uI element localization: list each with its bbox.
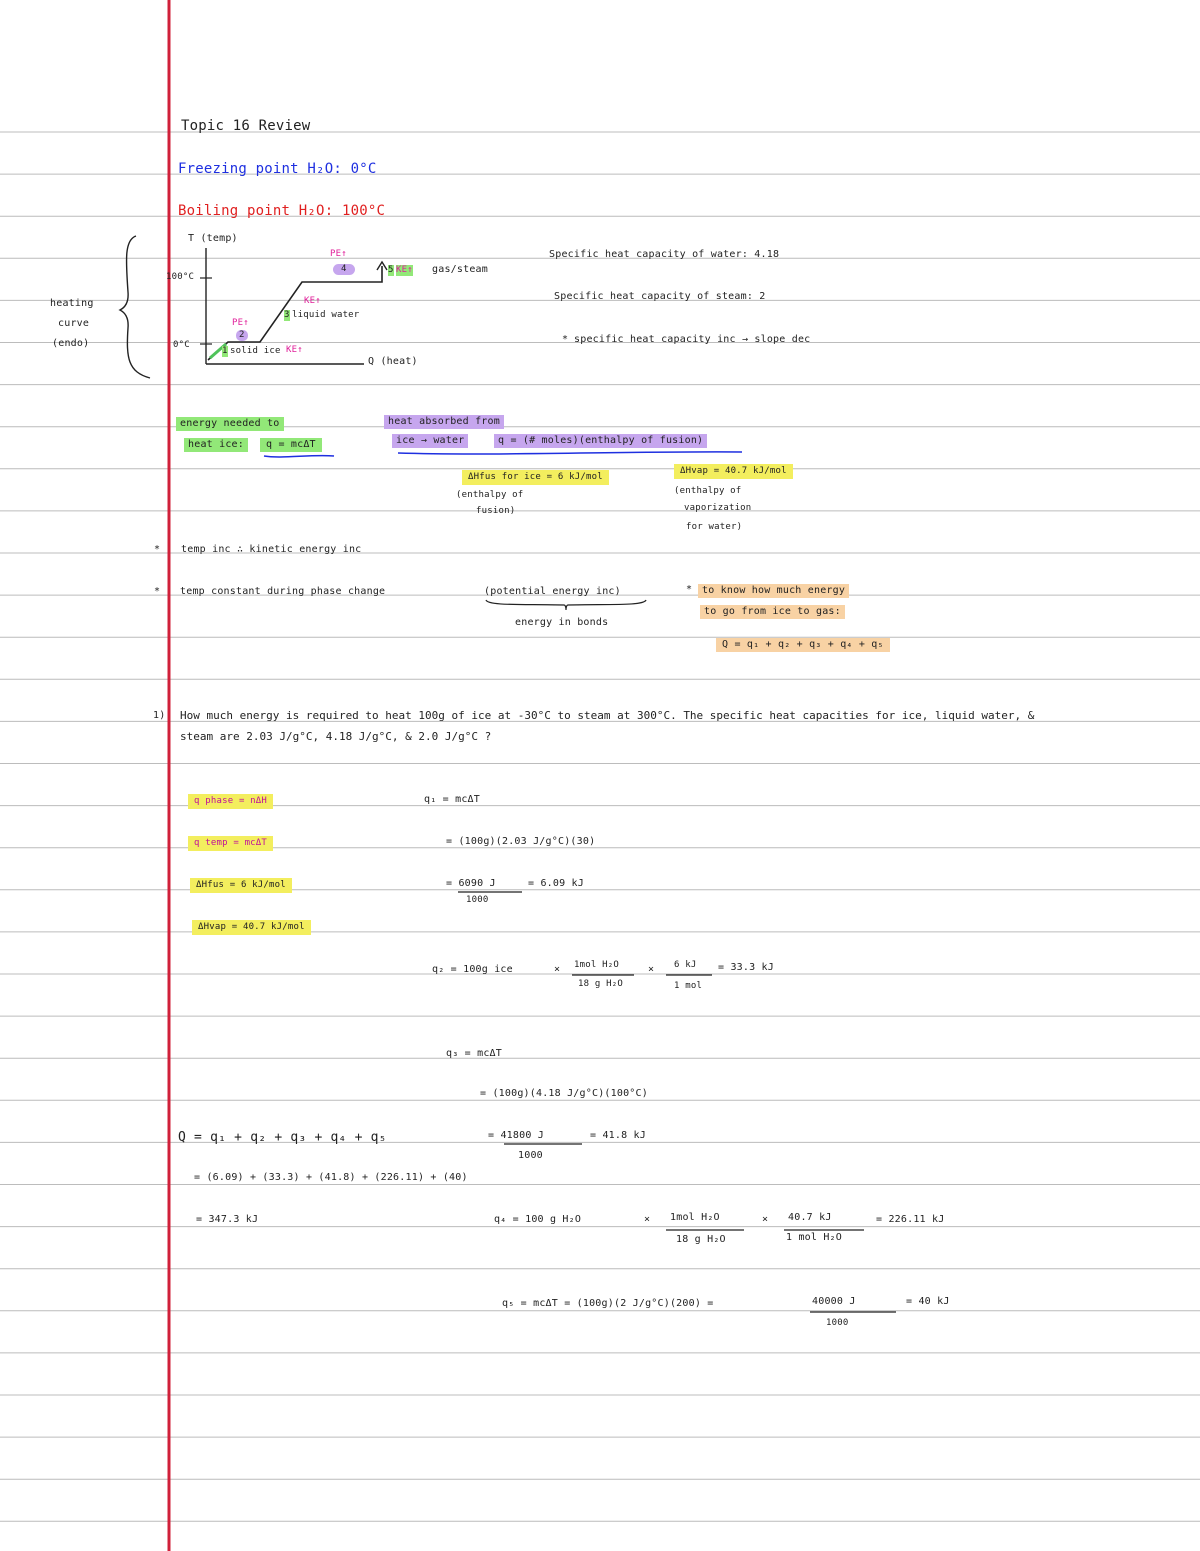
- bullet-star-1: *: [154, 544, 161, 555]
- q1-line3-num: = 6090 J: [446, 878, 496, 889]
- heat-absorbed-formula: q = (# moles)(enthalpy of fusion): [494, 434, 707, 448]
- solid-ice-label: solid ice: [230, 346, 281, 356]
- temp-const-note: temp constant during phase change: [180, 586, 386, 597]
- question-line2: steam are 2.03 J/g°C, 4.18 J/g°C, & 2.0 J/g°C ?: [180, 730, 492, 743]
- specific-heat-note: specific heat capacity inc → slope dec: [574, 334, 811, 345]
- q3-line2: = (100g)(4.18 J/g°C)(100°C): [480, 1088, 648, 1099]
- bullet-star-3: *: [686, 584, 693, 595]
- q1-line2: = (100g)(2.03 J/g°C)(30): [446, 836, 596, 847]
- pe-label-2: PE↑: [232, 318, 249, 328]
- given-dh-vap: ΔHvap = 40.7 kJ/mol: [192, 920, 311, 935]
- question-number: 1): [153, 710, 166, 721]
- q3-line3-den: 1000: [518, 1150, 543, 1161]
- q2-result: = 33.3 kJ: [718, 962, 774, 973]
- side-label-heating: heating: [50, 298, 94, 309]
- q5-lhs: q₅ = mcΔT = (100g)(2 J/g°C)(200) =: [502, 1298, 714, 1309]
- bullet-star-2: *: [154, 586, 161, 597]
- q4-f1-bar: [666, 1228, 748, 1232]
- q2-f1-den: 18 g H₂O: [578, 979, 623, 989]
- segment-1-number: 1: [222, 346, 228, 356]
- vap-label-2: vaporization: [684, 503, 752, 513]
- ke-label-3: KE↑: [304, 296, 321, 306]
- graph-100c-label: 100°C: [166, 272, 195, 282]
- segment-4-number: 4: [333, 264, 355, 275]
- specific-heat-steam: Specific heat capacity of steam: 2: [554, 291, 766, 302]
- bonds-note: energy in bonds: [515, 617, 609, 628]
- q5-result: = 40 kJ: [906, 1296, 950, 1307]
- q4-result: = 226.11 kJ: [876, 1214, 945, 1225]
- vap-label-1: (enthalpy of: [674, 486, 742, 496]
- pe-label-4: PE↑: [330, 249, 347, 259]
- side-brace: [118, 232, 158, 382]
- specific-heat-water: Specific heat capacity of water: 4.18: [549, 249, 780, 260]
- vap-label-3: for water): [686, 522, 743, 532]
- energy-formula-underline: [262, 452, 337, 460]
- vap-value: ΔHvap = 40.7 kJ/mol: [674, 464, 793, 479]
- q3-fraction-bar: [504, 1142, 584, 1146]
- q1-line3-den: 1000: [466, 895, 489, 905]
- specific-heat-note-bullet: *: [562, 334, 569, 345]
- given-dh-fus: ΔHfus = 6 kJ/mol: [190, 878, 292, 893]
- q1-fraction-bar: [458, 890, 524, 894]
- q1-line1: q₁ = mcΔT: [424, 794, 480, 805]
- fusion-label-2: fusion): [476, 506, 516, 516]
- side-label-curve: curve: [58, 318, 90, 329]
- ke-label-5: KE↑: [396, 265, 413, 275]
- q2-lhs: q₂ = 100g ice: [432, 964, 513, 975]
- liquid-water-label: liquid water: [292, 310, 360, 320]
- given-q-phase: q phase = nΔH: [188, 794, 273, 809]
- graph-0c-label: 0°C: [173, 340, 190, 350]
- side-label-endo: (endo): [52, 338, 90, 349]
- page-title: Topic 16 Review: [181, 118, 311, 134]
- freezing-point: Freezing point H₂O: 0°C: [178, 161, 377, 177]
- segment-3-number: 3: [284, 310, 290, 320]
- total-line3: = 347.3 kJ: [196, 1214, 259, 1225]
- boiling-point: Boiling point H₂O: 100°C: [178, 203, 386, 219]
- heat-absorbed-underline: [396, 449, 746, 457]
- energy-needed-line2: heat ice:: [184, 438, 248, 452]
- q5-fraction-bar: [810, 1310, 900, 1314]
- q2-times-1: ×: [554, 964, 561, 975]
- q4-f2-num: 40.7 kJ: [788, 1212, 832, 1223]
- q5-den: 1000: [826, 1318, 849, 1328]
- given-q-temp: q temp = mcΔT: [188, 836, 273, 851]
- pe-brace: [484, 598, 649, 612]
- q2-f2-bar: [666, 973, 716, 977]
- temp-inc-note: temp inc ∴ kinetic energy inc: [181, 544, 362, 555]
- q3-line1: q₃ = mcΔT: [446, 1048, 502, 1059]
- question-line1: How much energy is required to heat 100g of ice at -30°C to steam at 300°C. The specific heat capacities for ice, liquid water, &: [180, 709, 1035, 722]
- q4-times-2: ×: [762, 1214, 769, 1225]
- gas-note-line1: to know how much energy: [698, 584, 849, 598]
- q4-f1-num: 1mol H₂O: [670, 1212, 720, 1223]
- pe-inc-note: (potential energy inc): [484, 586, 621, 597]
- segment-2-number: 2: [236, 330, 248, 341]
- total-line1: Q = q₁ + q₂ + q₃ + q₄ + q₅: [178, 1130, 387, 1145]
- q3-line3-result: = 41.8 kJ: [590, 1130, 646, 1141]
- gas-steam-label: gas/steam: [432, 264, 488, 275]
- q2-f2-den: 1 mol: [674, 981, 703, 991]
- total-line2: = (6.09) + (33.3) + (41.8) + (226.11) + (40): [194, 1172, 468, 1183]
- gas-formula: Q = q₁ + q₂ + q₃ + q₄ + q₅: [716, 638, 890, 652]
- energy-needed-line1: energy needed to: [176, 417, 284, 431]
- heat-absorbed-line2: ice → water: [392, 434, 468, 448]
- graph-y-axis-label: T (temp): [188, 233, 238, 244]
- heat-absorbed-line1: heat absorbed from: [384, 415, 504, 429]
- q2-f2-num: 6 kJ: [674, 960, 697, 970]
- fusion-value: ΔHfus for ice = 6 kJ/mol: [462, 470, 609, 485]
- graph-x-axis-label: Q (heat): [368, 356, 418, 367]
- q1-line3-result: = 6.09 kJ: [528, 878, 584, 889]
- q4-f1-den: 18 g H₂O: [676, 1234, 726, 1245]
- energy-needed-formula: q = mcΔT: [260, 438, 322, 452]
- q2-f1-bar: [572, 973, 638, 977]
- q2-times-2: ×: [648, 964, 655, 975]
- q4-times-1: ×: [644, 1214, 651, 1225]
- q4-f2-den: 1 mol H₂O: [786, 1232, 842, 1243]
- q5-num: 40000 J: [812, 1296, 856, 1307]
- fusion-label-1: (enthalpy of: [456, 490, 524, 500]
- ke-label-1: KE↑: [286, 345, 303, 355]
- q4-lhs: q₄ = 100 g H₂O: [494, 1214, 582, 1225]
- q2-f1-num: 1mol H₂O: [574, 960, 619, 970]
- gas-note-line2: to go from ice to gas:: [700, 605, 845, 619]
- q3-line3-num: = 41800 J: [488, 1130, 544, 1141]
- segment-5-number: 5: [388, 265, 394, 275]
